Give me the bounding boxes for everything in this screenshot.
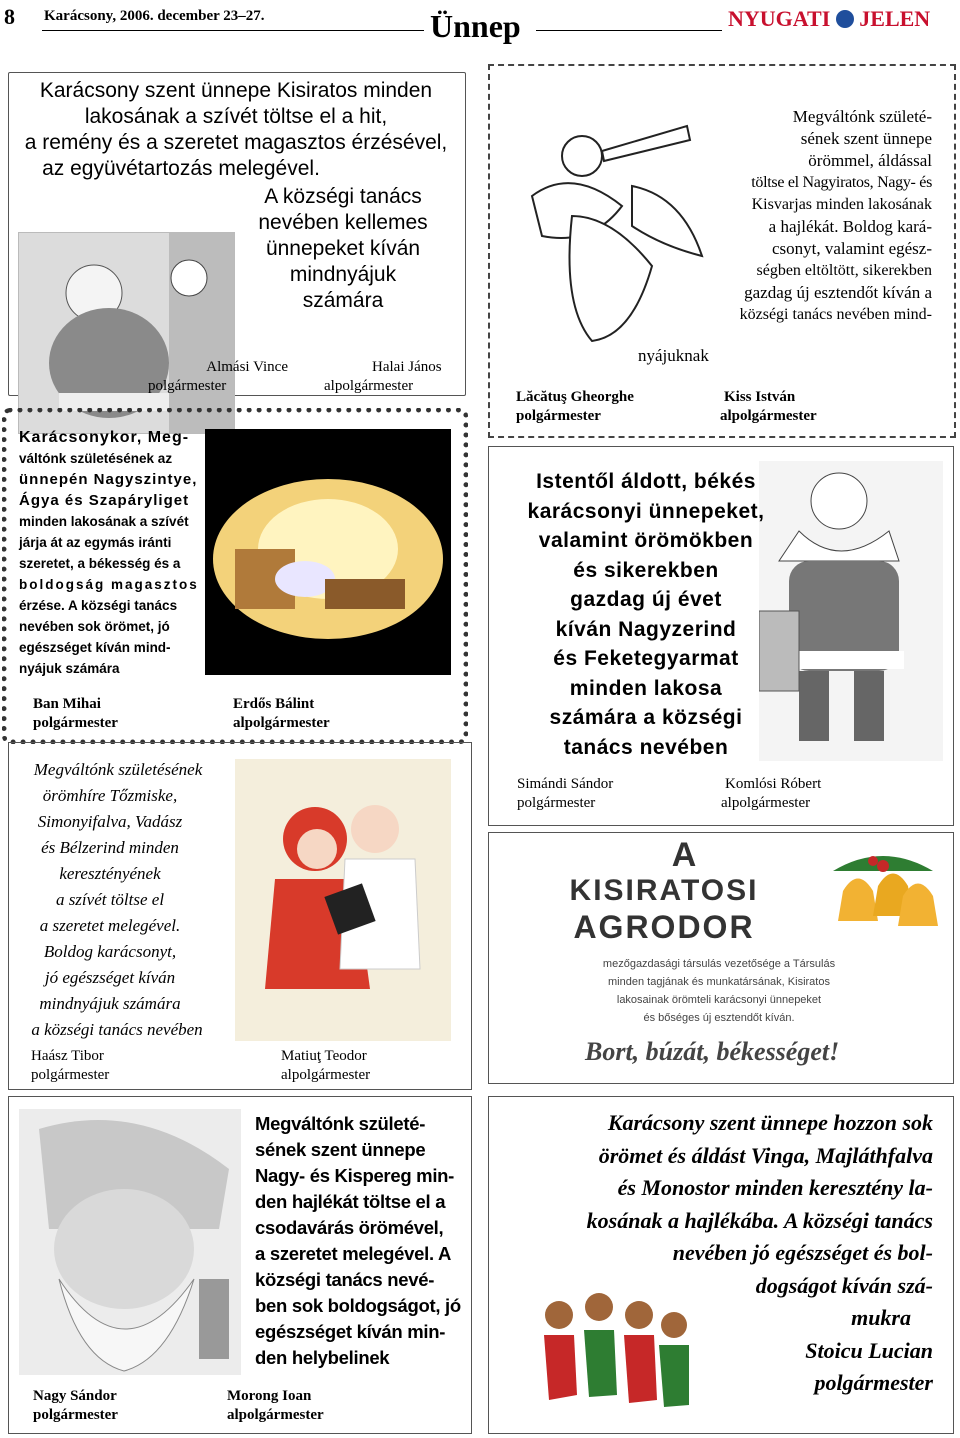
section-title: Ünnep xyxy=(430,8,521,44)
signature-role: alpolgármester xyxy=(721,795,811,811)
signature-role: alpolgármester xyxy=(281,1067,371,1083)
line: den helybelinek xyxy=(255,1347,390,1368)
logo-emblem-icon xyxy=(836,10,854,28)
line: ünnepeket kíván xyxy=(265,237,421,260)
line: mezőgazdasági társulás vezetősége a Társulás xyxy=(602,958,836,970)
line: Karácsonykor, Meg- xyxy=(19,429,190,446)
tozmiske-text xyxy=(19,757,229,1043)
line: az együvétartozás melegével. xyxy=(42,157,320,180)
line: ünnepén Nagyszintye, xyxy=(19,471,198,488)
logo-word-left: NYUGATI xyxy=(728,6,831,31)
ad-kisiratos xyxy=(8,72,468,400)
line: számára a községi xyxy=(549,706,743,729)
line: valamint örömökben xyxy=(538,529,754,552)
christmas-bells-icon xyxy=(823,841,943,943)
santa-chimney-icon xyxy=(19,233,234,433)
ad-vinga xyxy=(488,1096,954,1434)
signature-mayor xyxy=(33,1387,118,1425)
line: egészséget kíván mind- xyxy=(19,640,171,655)
signature-deputy xyxy=(233,695,330,733)
line: nevében sok örömet, jó xyxy=(19,619,170,634)
signature-role: polgármester xyxy=(33,715,118,731)
agrodor-title-3: AGRODOR xyxy=(573,909,755,945)
line: minden lakosa xyxy=(569,676,723,700)
agrodor-title-2: KISIRATOSI xyxy=(569,874,759,907)
ad-nagyszintye xyxy=(2,408,468,744)
ad-kispereg xyxy=(8,1096,472,1434)
line: lakosainak örömteli karácsonyi ünnepeket xyxy=(616,994,822,1006)
signature-role: polgármester xyxy=(31,1067,110,1083)
signature-name: Morong Ioan xyxy=(227,1388,312,1404)
signature-role: polgármester xyxy=(814,1370,933,1395)
header-rule-right xyxy=(536,30,722,31)
nagyszintye-text xyxy=(19,427,205,679)
nagyiratos-text xyxy=(630,106,932,326)
signature-mayor xyxy=(148,358,288,396)
line: Nagy- és Kispereg min- xyxy=(255,1165,455,1186)
signature-name: Simándi Sándor xyxy=(517,776,614,792)
line: egészséget kíván min- xyxy=(255,1321,446,1342)
signature-name: Halai János xyxy=(372,359,442,375)
signature-name: Erdős Bálint xyxy=(233,696,315,712)
page-number: 8 xyxy=(4,4,15,29)
logo-word-right: JELEN xyxy=(859,6,931,31)
signature-role: polgármester xyxy=(33,1407,118,1423)
line: ségben eltöltött, sikerekben xyxy=(756,262,932,279)
line: dogságot kíván szá- xyxy=(755,1272,933,1298)
line: karácsonyi ünnepeket, xyxy=(527,499,765,523)
line: és Bélzerind minden xyxy=(41,838,179,857)
line: jó egészséget kíván xyxy=(44,968,176,987)
signature-mayor xyxy=(516,388,634,426)
line: ben sok boldogságot, jó xyxy=(255,1295,461,1316)
children-image xyxy=(235,759,451,1041)
line: mindnyájuk számára xyxy=(39,994,181,1013)
bells-image xyxy=(823,841,943,943)
agrodor-body xyxy=(529,955,909,1027)
ad-agrodor xyxy=(488,832,954,1084)
line: boldogság magasztos xyxy=(19,577,199,592)
santa-chimney-image xyxy=(18,232,235,434)
ad-nagyiratos xyxy=(488,64,956,438)
line: nevében jó egészséget és bol- xyxy=(672,1240,933,1265)
vinga-text xyxy=(503,1107,933,1400)
line: Boldog karácsonyt, xyxy=(43,942,177,961)
kispereg-text xyxy=(255,1111,465,1371)
signature-deputy xyxy=(324,358,442,396)
agrodor-title-1: A xyxy=(671,836,697,874)
line: váltónk születésének az xyxy=(19,451,173,466)
line: Ágya és Szapáryliget xyxy=(19,492,190,509)
line: számára xyxy=(302,289,384,312)
line: községi tanács nevé- xyxy=(255,1269,435,1290)
line: örömhíre Tőzmiske, xyxy=(42,786,178,805)
line: kosának a hajlékába. A községi tanács xyxy=(586,1207,933,1233)
line: Megváltónk születé- xyxy=(792,107,932,126)
line: a községi tanács nevében xyxy=(31,1020,203,1039)
kisiratos-text-2 xyxy=(233,184,453,314)
line: sének szent ünnepe xyxy=(800,129,932,148)
line: a szeretet melegével. xyxy=(39,916,181,935)
newspaper-logo xyxy=(728,6,930,32)
line: keresztényének xyxy=(59,864,161,883)
signature-name: Stoicu Lucian xyxy=(805,1337,933,1363)
line: nevében kellemes xyxy=(258,211,428,234)
line: a remény és a szeretet magasztos érzésével, xyxy=(24,131,448,154)
signature-name: Almási Vince xyxy=(206,359,288,375)
line: Kisvarjas minden lakosának xyxy=(751,196,932,213)
line: minden tagjának és munkatársának, Kisiratos xyxy=(608,976,830,988)
agrodor-motto: Bort, búzát, békességet! xyxy=(585,1037,840,1066)
line: sének szent ünnepe xyxy=(255,1139,426,1160)
santa-portrait-image xyxy=(19,1109,241,1375)
line: és Feketegyarmat xyxy=(553,647,739,670)
line: Istentől áldott, békés xyxy=(536,470,756,493)
signature-deputy xyxy=(281,1047,370,1085)
line: csodavárás örömével, xyxy=(255,1217,444,1238)
signature-deputy xyxy=(227,1387,324,1425)
line: a hajlékát. Boldog kará- xyxy=(768,217,932,236)
ad-nagyzerind xyxy=(488,446,954,826)
line: és sikerekben xyxy=(573,558,719,582)
line: Megváltónk születé- xyxy=(255,1113,426,1134)
line: nyájuk számára xyxy=(19,661,120,676)
line: lakosának a szívét töltse el a hit, xyxy=(84,105,388,128)
signature-deputy xyxy=(720,388,817,426)
santa-portrait-icon xyxy=(19,1109,241,1375)
line: minden lakosának a szívét xyxy=(19,514,189,529)
line: töltse el Nagyiratos, Nagy- és xyxy=(751,174,932,191)
kisiratos-text xyxy=(8,78,464,182)
line: és Monostor minden keresztény la- xyxy=(617,1175,933,1200)
signature-role: polgármester xyxy=(517,795,596,811)
line: Simonyifalva, Vadász xyxy=(37,812,183,831)
signature-name: Kiss István xyxy=(724,389,796,405)
signature-name: Nagy Sándor xyxy=(33,1388,117,1404)
line: a szeretet melegével. A xyxy=(255,1243,452,1264)
line: mindnyájuk xyxy=(289,263,397,286)
nativity-icon xyxy=(205,429,451,675)
signature-role: alpolgármester xyxy=(720,408,817,424)
ad-tozmiske xyxy=(8,742,472,1090)
header-date: Karácsony, 2006. december 23–27. xyxy=(44,8,265,24)
line: Karácsony szent ünnepe hozzon sok xyxy=(607,1110,933,1135)
line: mukra xyxy=(851,1305,911,1330)
line: a szívét töltse el xyxy=(55,890,165,909)
signature-name: Matiuţ Teodor xyxy=(281,1048,367,1064)
line: Karácsony szent ünnepe Kisiratos minden xyxy=(39,79,433,102)
signature-deputy xyxy=(721,775,821,813)
signature-mayor xyxy=(33,695,118,733)
line: örömmel, áldással xyxy=(808,151,932,170)
header-rule-left xyxy=(42,30,424,31)
signature-role: polgármester xyxy=(516,408,601,424)
line: Megváltónk születésének xyxy=(33,760,203,779)
line: gazdag új évet xyxy=(570,588,722,611)
line: járja át az egymás iránti xyxy=(19,535,172,550)
nagyiratos-text-last: nyájuknak xyxy=(638,346,709,365)
signature-role: alpolgármester xyxy=(233,715,330,731)
line: csonyt, valamint egész- xyxy=(771,239,932,258)
line: tanács nevében xyxy=(563,735,729,759)
nativity-image xyxy=(205,429,451,675)
signature-name: Ban Mihai xyxy=(33,696,101,712)
signature-role: polgármester xyxy=(148,378,227,394)
signature-name: Komlósi Róbert xyxy=(725,776,822,792)
children-card-icon xyxy=(235,759,451,1041)
line: A községi tanács xyxy=(264,185,422,208)
nagyzerind-text xyxy=(501,467,791,762)
signature-name: Lăcătuş Gheorghe xyxy=(516,389,634,405)
signature-name: Haász Tibor xyxy=(31,1048,104,1064)
line: szeretet, a békesség és a xyxy=(19,556,181,571)
line: örömet és áldást Vinga, Majláthfalva xyxy=(598,1142,933,1168)
signature-mayor xyxy=(31,1047,109,1085)
line: községi tanács nevében mind- xyxy=(739,306,932,323)
line: gazdag új esztendőt kíván a xyxy=(744,283,932,302)
line: kíván Nagyzerind xyxy=(555,617,737,641)
agrodor-title xyxy=(509,837,819,945)
line: den hajlékát töltse el a xyxy=(255,1191,446,1212)
signature-role: alpolgármester xyxy=(227,1407,324,1423)
signature-mayor xyxy=(517,775,613,813)
signature-role: alpolgármester xyxy=(324,378,414,394)
line: érzése. A községi tanács xyxy=(19,598,178,613)
line: és bőséges új esztendőt kíván. xyxy=(643,1012,795,1024)
